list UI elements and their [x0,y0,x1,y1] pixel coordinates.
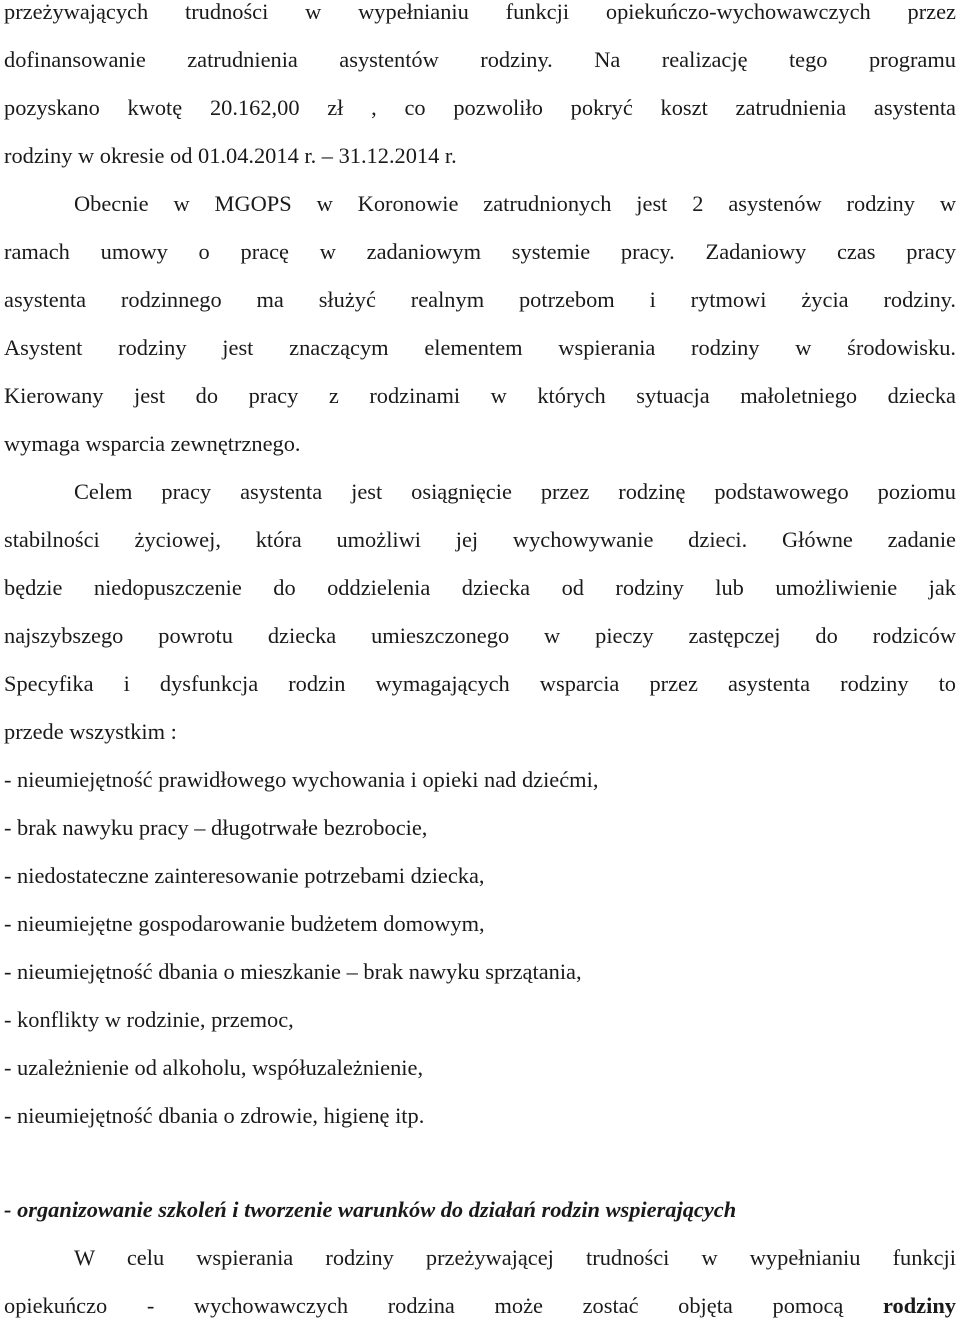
section-heading-prefix: - [4,1197,18,1222]
list-item: - uzależnienie od alkoholu, współuzależnienie, [4,1055,424,1080]
list-item: - nieumiejętne gospodarowanie budżetem domowym, [4,911,485,936]
text-line: wymaga wsparcia zewnętrznego. [4,431,301,456]
text-line: Specyfika i dysfunkcja rodzin wymagających wsparcia przez asystenta rodziny to [4,671,956,696]
list-item: - nieumiejętność dbania o mieszkanie – brak nawyku sprzątania, [4,959,582,984]
text-line: będzie niedopuszczenie do oddzielenia dziecka od rodziny lub umożliwienie jak [4,575,956,600]
text-line: dofinansowanie zatrudnienia asystentów rodziny. Na realizację tego programu [4,47,956,72]
text-line: asystenta rodzinnego ma służyć realnym potrzebom i rytmowi życia rodziny. [4,287,956,312]
text-run-bold: rodziny [883,1293,956,1318]
list-item: - nieumiejętność prawidłowego wychowania i opieki nad dziećmi, [4,767,599,792]
text-line: W celu wspierania rodziny przeżywającej trudności w wypełnianiu funkcji [74,1245,956,1270]
text-line: najszybszego powrotu dziecka umieszczonego w pieczy zastępczej do rodziców [4,623,956,648]
text-line: Celem pracy asystenta jest osiągnięcie przez rodzinę podstawowego poziomu [74,479,956,504]
list-item: - nieumiejętność dbania o zdrowie, higienę itp. [4,1103,425,1128]
list-item: - brak nawyku pracy – długotrwałe bezrobocie, [4,815,428,840]
text-line: stabilności życiowej, która umożliwi jej wychowywanie dzieci. Główne zadanie [4,527,956,552]
list-item: - konflikty w rodzinie, przemoc, [4,1007,294,1032]
text-line: pozyskano kwotę 20.162,00 zł , co pozwoliło pokryć koszt zatrudnienia asystenta [4,95,956,120]
text-line: przeżywających trudności w wypełnianiu funkcji opiekuńczo-wychowawczych przez [4,0,956,24]
text-line: Asystent rodziny jest znaczącym elementem wspierania rodziny w środowisku. [4,335,956,360]
text-run: opiekuńczo - wychowawczych rodzina może zostać objęta pomocą [4,1293,883,1318]
section-heading-text: organizowanie szkoleń i tworzenie warunków do działań rodzin wspierających [17,1197,737,1222]
list-item: - niedostateczne zainteresowanie potrzebami dziecka, [4,863,485,888]
text-line: Kierowany jest do pracy z rodzinami w których sytuacja małoletniego dziecka [4,383,956,408]
text-line [4,1291,956,1321]
text-line: Obecnie w MGOPS w Koronowie zatrudnionych jest 2 asystenów rodziny w [74,191,956,216]
section-heading [4,1195,956,1225]
text-line: ramach umowy o pracę w zadaniowym systemie pracy. Zadaniowy czas pracy [4,239,956,264]
text-line: rodziny w okresie od 01.04.2014 r. – 31.12.2014 r. [4,143,457,168]
text-line: przede wszystkim : [4,719,177,744]
